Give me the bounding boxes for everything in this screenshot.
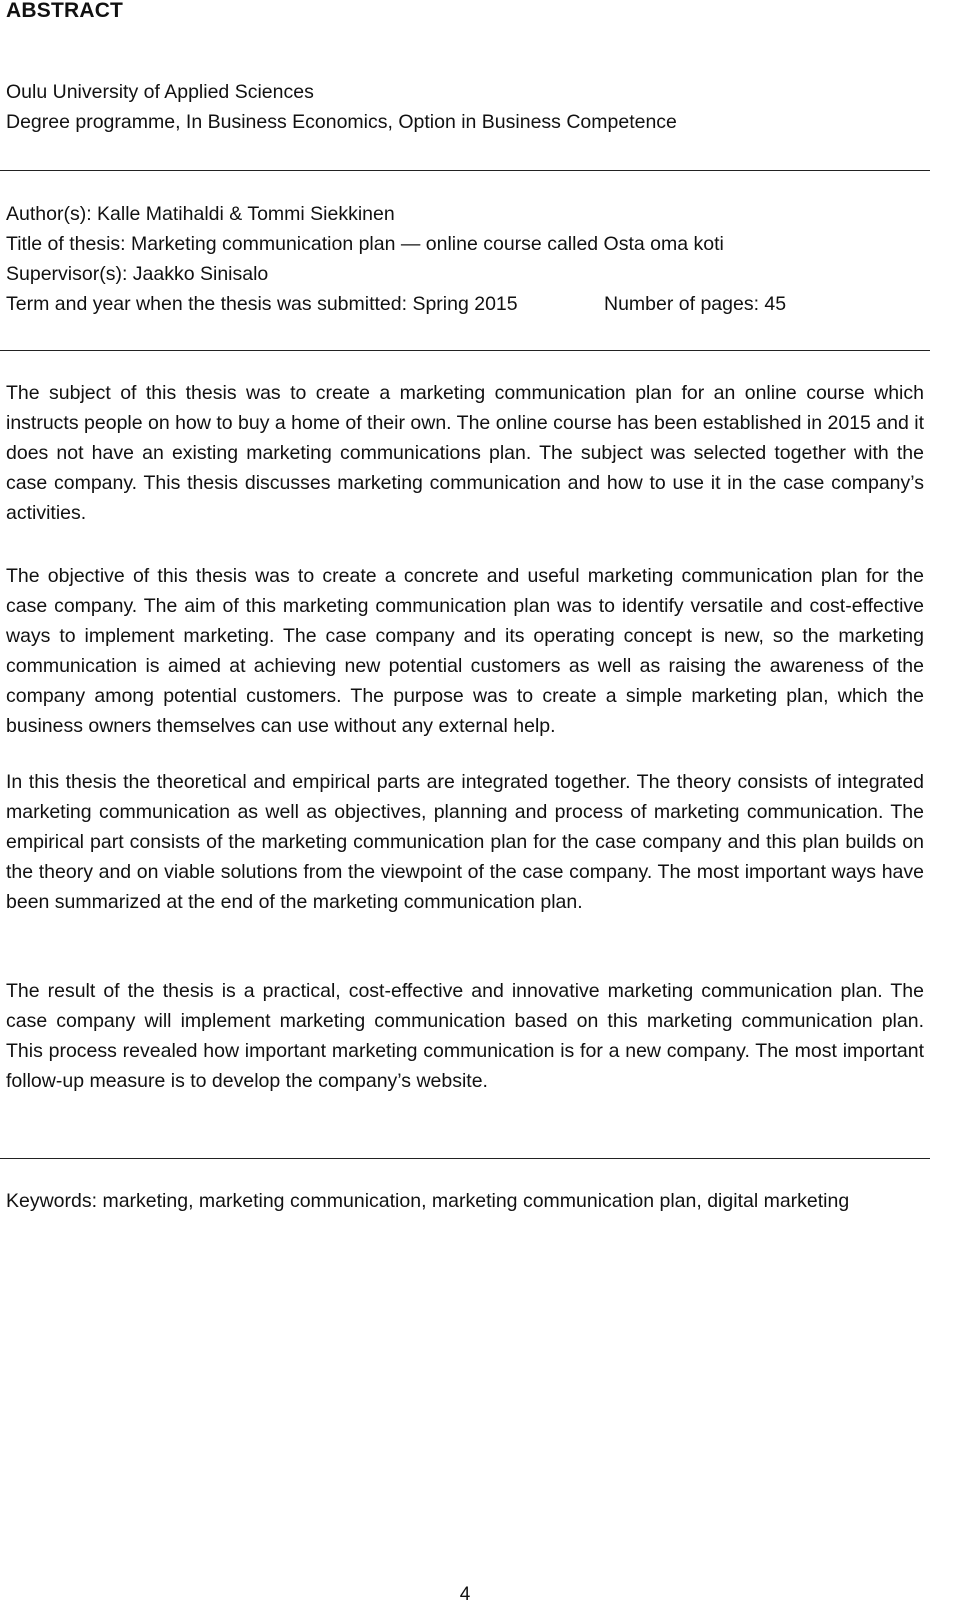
abstract-paragraph-4: The result of the thesis is a practical, cost-effective and innovative marketing communication plan. The case company will implement marketing communication based on this marketing communication plan. This process revealed how important marketing communication is for a new company. The most important follow-up measure is to develop the company’s website. bbox=[6, 980, 924, 1092]
page-number: 4 bbox=[459, 1584, 471, 1605]
keywords: Keywords: marketing, marketing communication, marketing communication plan, digital marketing bbox=[6, 1190, 850, 1212]
abstract-paragraph-2: The objective of this thesis was to create a concrete and useful marketing communication plan for the case company. The aim of this marketing communication plan was to identify versatile and cost-effective ways to implement marketing. The case company and its operating concept is new, so the marketing communication is aimed at achieving new potential customers as well as raising the awareness of the company among potential customers. The purpose was to create a simple marketing plan, which the business owners themselves can use without any external help. bbox=[6, 565, 924, 737]
page-count: Number of pages: 45 bbox=[604, 293, 787, 315]
term-and-pages-row bbox=[6, 289, 924, 319]
thesis-meta-block bbox=[6, 199, 924, 319]
thesis-title-line: Title of thesis: Marketing communication plan — online course called Osta oma koti bbox=[6, 233, 724, 255]
authors-line: Author(s): Kalle Matihaldi & Tommi Siekkinen bbox=[6, 203, 395, 225]
page-heading: ABSTRACT bbox=[6, 0, 124, 22]
abstract-paragraph-1: The subject of this thesis was to create a marketing communication plan for an online course which instructs people on how to buy a home of their own. The online course has been established in 2015 and it does not have an existing marketing communications plan. The subject was selected together with the case company. This thesis discusses marketing communication and how to use it in the case company’s activities. bbox=[6, 382, 924, 524]
divider-keywords bbox=[0, 1158, 930, 1159]
divider-middle bbox=[0, 350, 930, 351]
institution-block bbox=[6, 77, 924, 137]
term-line: Term and year when the thesis was submitted: Spring 2015 bbox=[6, 293, 518, 315]
university-name: Oulu University of Applied Sciences bbox=[6, 81, 314, 103]
degree-programme: Degree programme, In Business Economics, Option in Business Competence bbox=[6, 111, 677, 133]
abstract-paragraph-3: In this thesis the theoretical and empirical parts are integrated together. The theory consists of integrated marketing communication as well as objectives, planning and process of marketing communication. The empirical part consists of the marketing communication plan for the case company and this plan builds on the theory and on viable solutions from the viewpoint of the case company. The most important ways have been summarized at the end of the marketing communication plan. bbox=[6, 771, 924, 913]
divider-top bbox=[0, 170, 930, 171]
supervisors-line: Supervisor(s): Jaakko Sinisalo bbox=[6, 263, 269, 285]
